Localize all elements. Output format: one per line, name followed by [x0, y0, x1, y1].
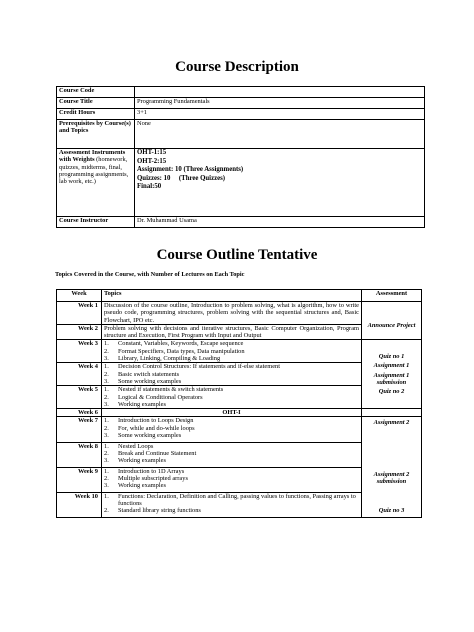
list-item: 2. Format Specifiers, Data types, Data manipulation	[104, 347, 245, 355]
course-code-label: Course Code	[57, 87, 135, 98]
assessment-cell	[362, 409, 422, 417]
topics-header: Topics	[102, 290, 362, 302]
list-item: 1. Introduction to Loops Design	[104, 417, 194, 425]
assessment-note: Assignment 2 submission	[373, 470, 410, 486]
weight-line: OHT-1:15	[137, 149, 167, 156]
list-item: 2. Basic switch statements	[104, 370, 180, 378]
week-label: Week 3	[57, 340, 102, 363]
week-topics: Discussion of the course outline, Introduction to problem solving, what is algorithm, how to write pseudo code, programming structures, problem solving with the sequential structures and, Basic Flowchart, IPO etc.	[102, 302, 362, 325]
list-item: 3. Some working examples	[104, 432, 182, 440]
course-description-title: Course Description	[175, 59, 299, 75]
course-outline-title: Course Outline Tentative	[156, 247, 318, 263]
assessment-note: Assignment 1 submission	[373, 371, 410, 386]
list-item: 3. Some working examples	[104, 377, 182, 385]
assessment-label-bold: Assessment Instruments with Weights	[59, 149, 126, 164]
assessment-note: Assignment 2	[373, 419, 410, 427]
assessment-note: Quiz no 3	[378, 507, 405, 515]
topics-subtitle: Topics Covered in the Course, with Number of Lectures on Each Topic	[55, 271, 245, 278]
week-label: Week 1	[57, 302, 102, 325]
assessment-note: Announce Project	[367, 322, 416, 330]
credit-hours-label: Credit Hours	[57, 109, 135, 120]
assessment-note: Quiz no 1	[378, 353, 405, 361]
assessment-note: Assignment 1	[373, 362, 410, 370]
week-header: Week	[57, 290, 102, 302]
assessment-label-rest: (homework, quizzes, midterms, final, programming assignments, lab work, etc.)	[59, 156, 129, 186]
week-label: Week 2	[57, 324, 102, 340]
course-title-value: Programming Fundamentals	[135, 98, 425, 109]
assessment-cell	[362, 417, 422, 517]
list-item: 1. Functions: Declaration, Definition and Calling, passing values to functions, Passing arrays to functions	[104, 492, 356, 507]
assessment-label	[57, 149, 135, 217]
week-topics	[102, 363, 362, 386]
weight-line: OHT-2:15	[137, 157, 167, 165]
week-topics: Problem solving with decisions and iterative structures, Basic Computer Organization, Program structure and Execution, First Program with Input and Output	[102, 324, 362, 340]
week-label: Week 5	[57, 386, 102, 409]
week-topics: OHT-I	[102, 409, 362, 417]
week-topics	[102, 442, 362, 467]
instructor-label: Course Instructor	[57, 217, 135, 228]
week-label: Week 6	[57, 409, 102, 417]
list-item: 3. Library, Linking, Compiling & Loading	[104, 355, 221, 363]
assessment-cell	[362, 340, 422, 409]
list-item: 1. Nested if statements & switch statements	[104, 386, 224, 394]
week-topics	[102, 386, 362, 409]
assessment-note: Quiz no 2	[378, 388, 405, 396]
assessment-weights	[135, 149, 425, 217]
table-row	[57, 87, 425, 98]
table-row	[57, 217, 425, 228]
table-row	[57, 109, 425, 120]
course-title-label: Course Title	[57, 98, 135, 109]
list-item: 2. Standard library string functions	[104, 507, 201, 515]
week-topics	[102, 492, 362, 517]
week-topics	[102, 340, 362, 363]
list-item: 1. Introduction to 1D Arrays	[104, 467, 185, 475]
week-label: Week 10	[57, 492, 102, 517]
weight-line: Final:50	[137, 183, 162, 191]
prerequisites-label: Prerequisites by Course(s) and Topics	[57, 120, 135, 149]
week-label: Week 7	[57, 417, 102, 442]
list-item: 1. Constant, Variables, Keywords, Escape sequence	[104, 340, 244, 348]
week-label: Week 4	[57, 363, 102, 386]
course-outline-table	[56, 289, 422, 518]
table-row	[57, 340, 422, 363]
instructor-value: Dr. Muhammad Usama	[135, 217, 425, 228]
course-code-value	[135, 87, 425, 98]
list-item: 1. Decision Control Structures: If statements and if-else statement	[104, 363, 281, 371]
list-item: 2. Multiple subscripted arrays	[104, 474, 188, 482]
course-description-table	[56, 86, 425, 228]
weight-line: Quizzes: 10 (Three Quizzes)	[137, 174, 226, 182]
table-row	[57, 120, 425, 149]
week-topics	[102, 467, 362, 492]
table-row	[57, 98, 425, 109]
table-row	[57, 302, 422, 325]
week-topics	[102, 417, 362, 442]
table-row	[57, 149, 425, 217]
list-item: 3. Working examples	[104, 457, 166, 465]
table-header-row	[57, 290, 422, 302]
list-item: 2. For, while and do-while loops	[104, 424, 195, 432]
prerequisites-value: None	[135, 120, 425, 149]
list-item: 3. Working examples	[104, 400, 166, 408]
week-label: Week 9	[57, 467, 102, 492]
list-item: 2. Break and Continue Statement	[104, 449, 197, 457]
week-label: Week 8	[57, 442, 102, 467]
list-item: 3. Working examples	[104, 482, 166, 490]
assessment-cell	[362, 302, 422, 340]
list-item: 2. Logical & Conditional Operators	[104, 393, 203, 401]
assessment-header: Assessment	[362, 290, 422, 302]
table-row	[57, 409, 422, 417]
list-item: 1. Nested Loops	[104, 442, 154, 450]
weight-line: Assignment: 10 (Three Assignments)	[137, 166, 244, 174]
table-row	[57, 417, 422, 442]
credit-hours-value: 3+1	[135, 109, 425, 120]
